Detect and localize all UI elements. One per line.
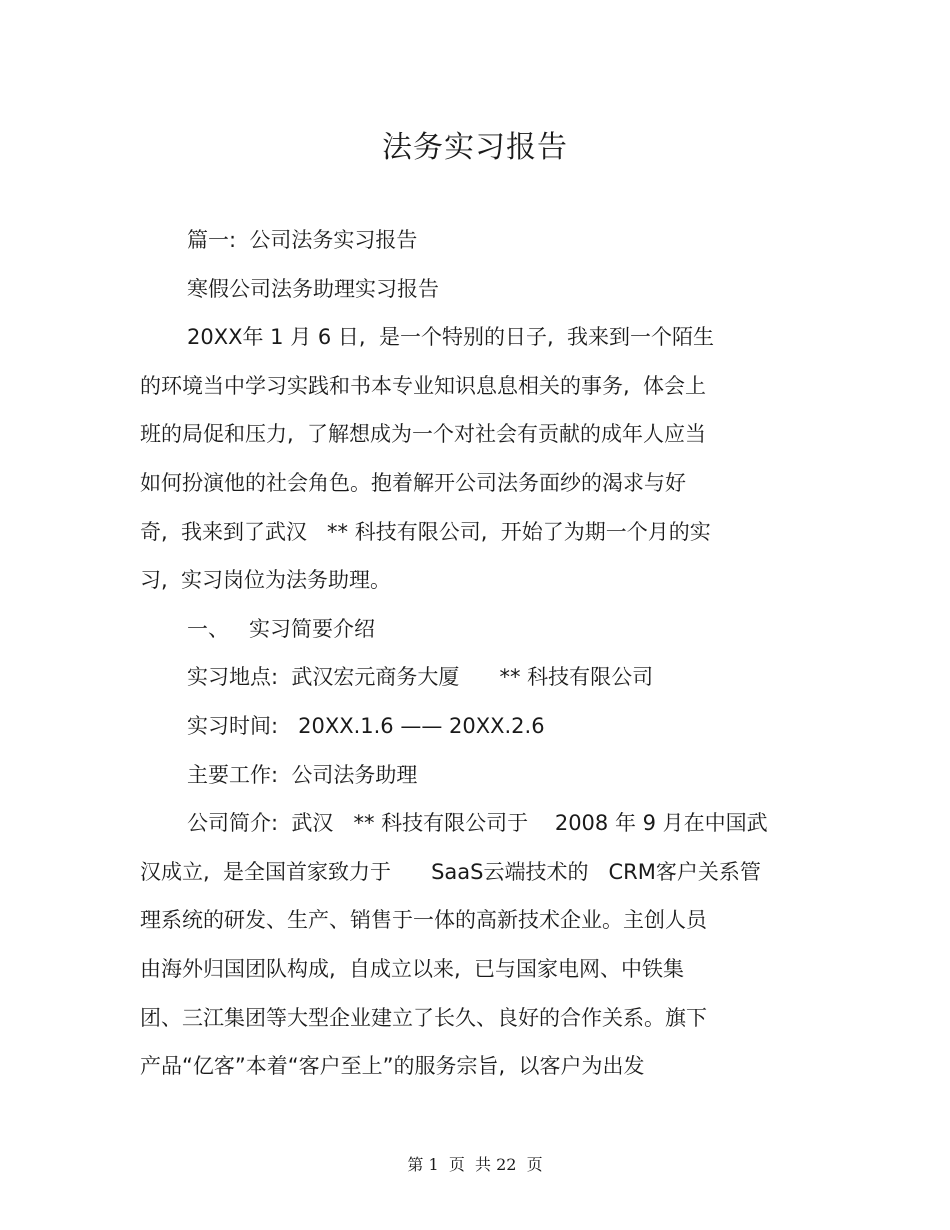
document-title: 法务实习报告 (382, 130, 568, 165)
body-line: 团、三江集团等大型企业建立了长久、良好的合作关系。旗下 (140, 1005, 707, 1030)
document-body (140, 222, 820, 1097)
body-line: 篇一: 公司法务实习报告 (187, 228, 418, 252)
body-line: 如何扮演他的社会角色。抱着解开公司法务面纱的渴求与好 (140, 470, 686, 495)
body-line: 奇, 我来到了武汉 ** 科技有限公司, 开始了为期一个月的实 (140, 519, 711, 544)
section-heading: 一、 实习简要介绍 (187, 616, 376, 641)
body-line: 习, 实习岗位为法务助理。 (140, 568, 392, 593)
body-line: 寒假公司法务助理实习报告 (187, 276, 439, 301)
body-line: 实习时间: 20XX.1.6 —— 20XX.2.6 (187, 713, 545, 738)
body-line: 理系统的研发、生产、销售于一体的高新技术企业。主创人员 (140, 908, 707, 933)
body-line: 主要工作: 公司法务助理 (187, 762, 418, 787)
body-line: 20XX年 1 月 6 日, 是一个特别的日子, 我来到一个陌生 (187, 325, 714, 350)
body-line: 班的局促和压力, 了解想成为一个对社会有贡献的成年人应当 (140, 422, 707, 447)
body-line: 实习地点: 武汉宏元商务大厦 ** 科技有限公司 (187, 665, 654, 690)
body-line: 的环境当中学习实践和书本专业知识息息相关的事务, 体会上 (140, 373, 707, 398)
body-line: 汉成立, 是全国首家致力于 SaaS云端技术的 CRM客户关系管 (140, 859, 761, 884)
body-line: 由海外归国团队构成, 自成立以来, 已与国家电网、中铁集 (140, 956, 685, 981)
page-footer: 第 1 页 共 22 页 (407, 1155, 543, 1174)
body-line: 产品“亿客”本着“客户至上”的服务宗旨, 以客户为出发 (140, 1054, 645, 1079)
body-line: 公司简介: 武汉 ** 科技有限公司于 2008 年 9 月在中国武 (187, 811, 768, 836)
